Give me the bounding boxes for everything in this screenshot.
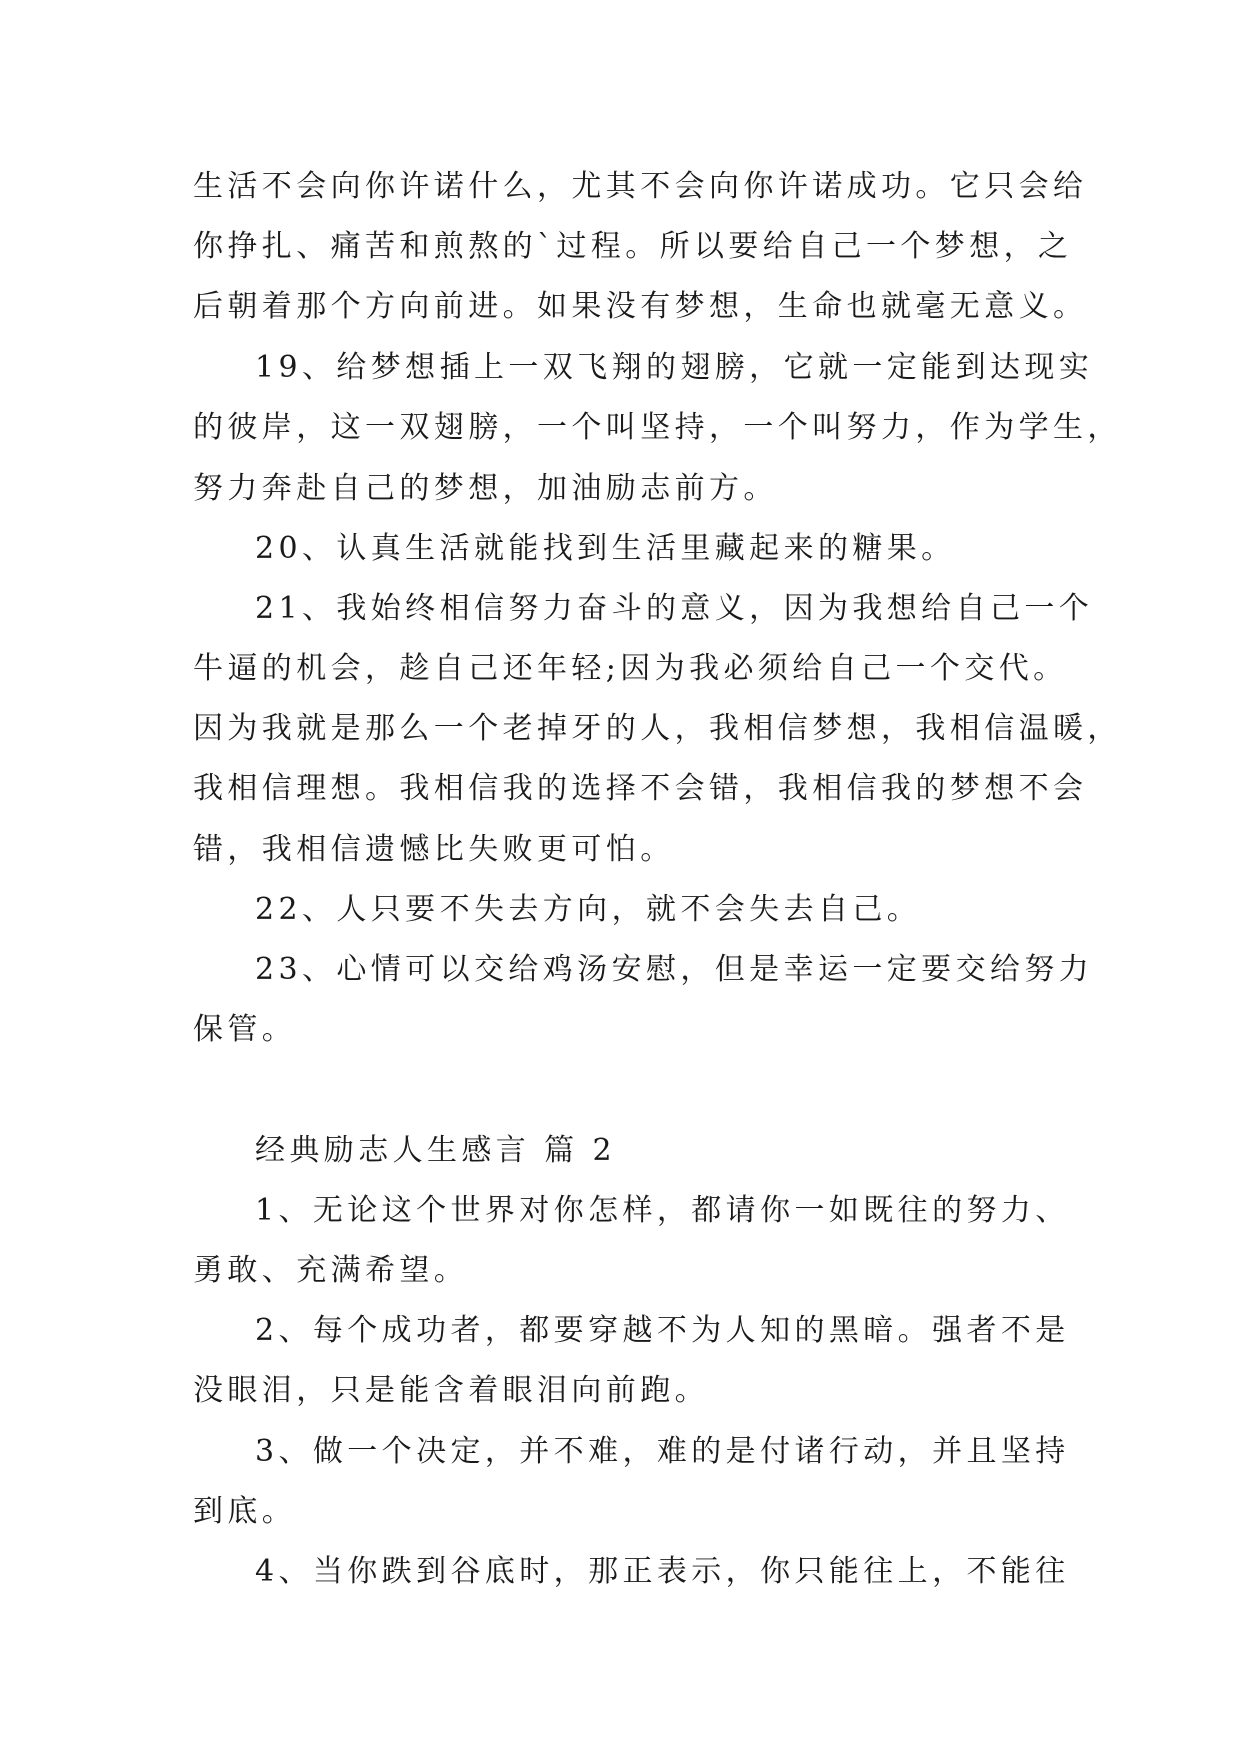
paragraph-line: 你挣扎、痛苦和煎熬的`过程。所以要给自己一个梦想，之 — [193, 229, 1073, 264]
item-1-line: 1、无论这个世界对你怎样，都请你一如既往的努力、 — [255, 1193, 1070, 1228]
paragraph-line: 因为我就是那么一个老掉牙的人，我相信梦想，我相信温暖， — [193, 711, 1122, 746]
item-21-line: 21、我始终相信努力奋斗的意义，因为我想给自己一个 — [255, 591, 1094, 626]
paragraph-line: 保管。 — [193, 1012, 297, 1047]
paragraph-line: 努力奔赴自己的梦想，加油励志前方。 — [193, 471, 778, 506]
item-4-line: 4、当你跌到谷底时，那正表示，你只能往上，不能往 — [255, 1554, 1070, 1589]
item-2-line: 2、每个成功者，都要穿越不为人知的黑暗。强者不是 — [255, 1313, 1070, 1348]
item-20-line: 20、认真生活就能找到生活里藏起来的糖果。 — [255, 531, 956, 566]
paragraph-line: 牛逼的机会，趁自己还年轻;因为我必须给自己一个交代。 — [193, 651, 1068, 686]
paragraph-line: 没眼泪，只是能含着眼泪向前跑。 — [193, 1373, 709, 1408]
item-22-line: 22、人只要不失去方向，就不会失去自己。 — [255, 892, 922, 927]
paragraph-line: 后朝着那个方向前进。如果没有梦想，生命也就毫无意义。 — [193, 289, 1088, 324]
item-23-line: 23、心情可以交给鸡汤安慰，但是幸运一定要交给努力 — [255, 952, 1094, 987]
paragraph-line: 到底。 — [193, 1494, 297, 1529]
paragraph-line: 生活不会向你许诺什么，尤其不会向你许诺成功。它只会给 — [193, 169, 1088, 204]
item-3-line: 3、做一个决定，并不难，难的是付诸行动，并且坚持 — [255, 1434, 1070, 1469]
paragraph-line: 我相信理想。我相信我的选择不会错，我相信我的梦想不会 — [193, 771, 1088, 806]
paragraph-line: 错，我相信遗憾比失败更可怕。 — [193, 832, 675, 867]
section-heading: 经典励志人生感言 篇 2 — [255, 1133, 616, 1168]
paragraph-line: 勇敢、充满希望。 — [193, 1253, 469, 1288]
paragraph-line: 的彼岸，这一双翅膀，一个叫坚持，一个叫努力，作为学生， — [193, 410, 1122, 445]
item-19-line: 19、给梦想插上一双飞翔的翅膀，它就一定能到达现实 — [255, 350, 1094, 385]
